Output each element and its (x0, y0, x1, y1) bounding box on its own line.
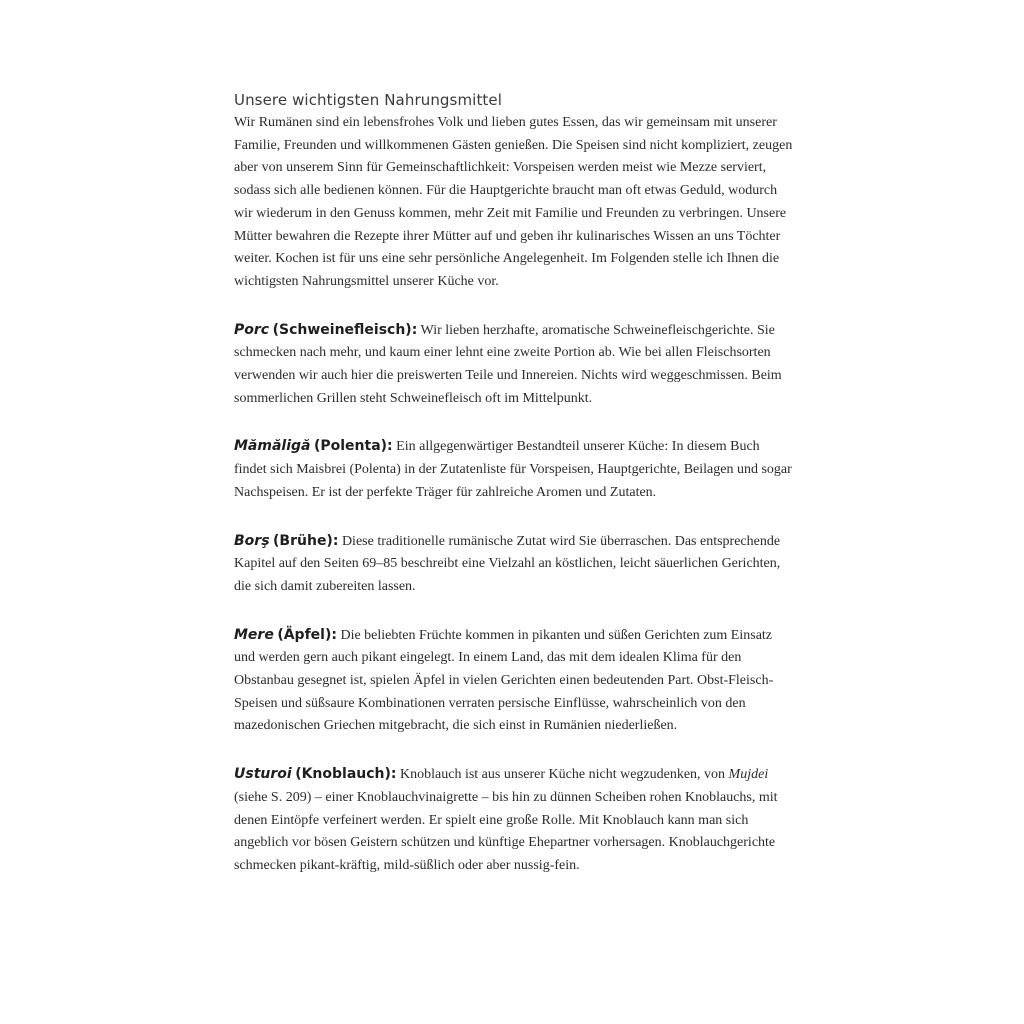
entry-text: Diese traditionelle rumänische Zutat wird Sie überraschen. Das entsprechende Kapitel auf den Seiten 69–85 beschreibt eine Vielzahl an köstlichen, leicht säuerlichen Gerichten, die sich damit zubereiten lassen. (234, 533, 781, 594)
entry-paragraph (234, 624, 794, 739)
entry-gloss: (Polenta): (313, 438, 393, 455)
entry-paragraph (234, 763, 794, 878)
entry-text: Die beliebten Früchte kommen in pikanten und süßen Gerichten zum Einsatz und werden gern auch pikant eingelegt. In einem Land, das mit dem idealen Klima für den Obstanbau gesegnet ist, spielen Äpfel in vielen Gerichten einen bedeutenden Part. Obst-Fleisch-Speisen und süßsaure Kombinationen verraten persische Einflüsse, wahrscheinlich von den mazedonischen Griechen mitgebracht, die sich einst in Rumänien niederließen. (234, 627, 774, 734)
entry-gloss: (Schweinefleisch): (272, 321, 418, 338)
entry-gloss: (Äpfel): (277, 626, 337, 643)
entry-text: (siehe S. 209) – einer Knoblauchvinaigrette – bis hin zu dünnen Scheiben rohen Knoblauchs, mit denen Eintöpfe verfeinert werden. Er spielt eine große Rolle. Mit Knoblauch kann man sich angeblich vor bösen Geistern schützen und künftige Ehepartner vorhersagen. Knoblauchgerichte schmecken pikant-kräftig, mild-süßlich oder aber nussig-fein. (234, 789, 778, 873)
book-page (234, 88, 794, 878)
entry-text-before: Knoblauch ist aus unserer Küche nicht wegzudenken, von (396, 767, 729, 783)
entry-bors (234, 530, 794, 599)
recipe-reference: Mujdei (728, 767, 769, 783)
entry-term: Porc (234, 321, 270, 338)
entry-text: Ein allgegenwärtiger Bestandteil unserer Küche: In diesem Buch findet sich Maisbrei (Polenta) in der Zutatenliste für Vorspeisen, Hauptgerichte, Beilagen und sogar Nachspeisen. Er ist der perfekte Träger für zahlreiche Aromen und Zutaten. (234, 439, 792, 500)
intro-paragraph: Wir Rumänen sind ein lebensfrohes Volk und lieben gutes Essen, das wir gemeinsam mit unserer Familie, Freunden und willkommenen Gästen genießen. Die Speisen sind nicht kompliziert, zeugen aber von unserem Sinn für Gemeinschaftlichkeit: Vorspeisen werden meist wie Mezze serviert, sodass sich alle bedienen können. Für die Hauptgerichte braucht man oft etwas Geduld, wodurch wir wiederum in den Genuss kommen, mehr Zeit mit Familie und Freunden zu verbringen. Unsere Mütter bewahren die Rezepte ihrer Mütter auf und geben ihr kulinarisches Wissen an uns Töchter weiter. Kochen ist für uns eine sehr persönliche Angelegenheit. Im Folgenden stelle ich Ihnen die wichtigsten Nahrungsmittel unserer Küche vor. (234, 115, 793, 289)
entry-mamaliga (234, 435, 794, 504)
entry-mere (234, 624, 794, 739)
entry-usturoi (234, 763, 794, 878)
entry-paragraph (234, 319, 794, 411)
entry-text: Wir lieben herzhafte, aromatische Schweinefleischgerichte. Sie schmecken nach mehr, und kaum einer lehnt eine zweite Portion ab. Wie bei allen Fleischsorten verwenden wir auch hier die preiswerten Teile und Innereien. Nichts wird weggeschmissen. Beim sommerlichen Grillen steht Schweinefleisch oft im Mittelpunkt. (234, 322, 782, 406)
entry-porc (234, 319, 794, 411)
entry-gloss: (Brühe): (273, 532, 339, 549)
entry-paragraph (234, 435, 794, 504)
entry-term: Usturoi (234, 766, 292, 783)
entry-term: Mămăligă (234, 438, 311, 455)
entry-term: Mere (234, 626, 274, 643)
entry-paragraph (234, 530, 794, 599)
page-title: Unsere wichtigsten Nahrungsmittel (234, 91, 502, 109)
entry-term: Borş (234, 532, 270, 549)
entry-gloss: (Knoblauch): (295, 766, 397, 783)
